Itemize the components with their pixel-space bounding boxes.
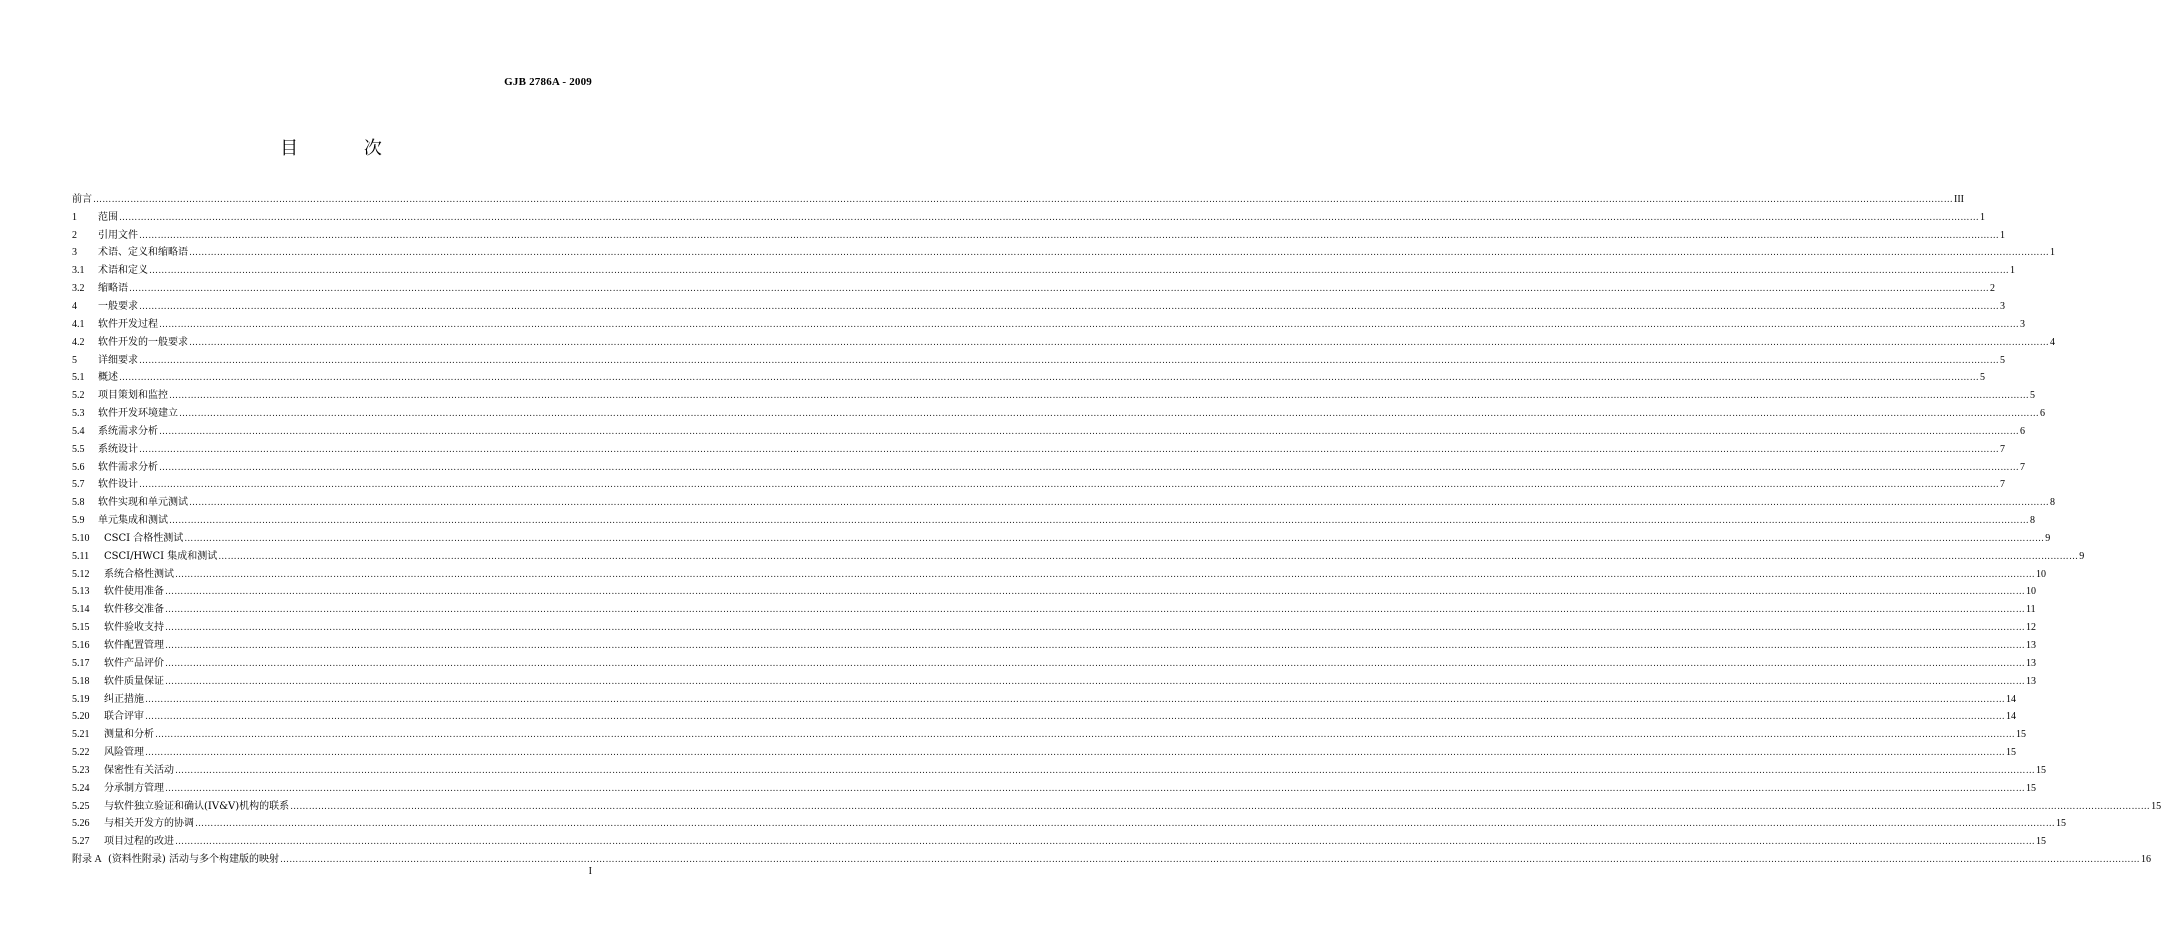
toc-entry[interactable] (72, 209, 1985, 227)
toc-leader-dots: …………………………………………………………………………………………………………………………………………………………………………………………………………………………………………………………………………………………………………………………………………………………………………………………………………………………………………………………………………………………………………………………………………………… (159, 426, 2019, 437)
toc-entry[interactable] (72, 798, 2161, 816)
toc-entry-page: 2 (1990, 283, 1995, 295)
toc-entry-number: 5.16 (72, 640, 90, 652)
toc-entry-label: 联合评审 (104, 711, 144, 723)
toc-entry-page: 3 (2020, 318, 2025, 330)
toc-entry[interactable] (72, 316, 2025, 334)
toc-entry-number: 5.25 (72, 800, 90, 812)
toc-entry-page: 1 (2010, 265, 2015, 277)
toc-entry[interactable] (72, 227, 2005, 245)
toc-entry-label: 分承制方管理 (104, 782, 164, 794)
toc-entry-number: 5.3 (72, 408, 85, 420)
table-of-contents (72, 191, 2161, 869)
toc-entry-number: 1 (72, 211, 77, 223)
toc-entry[interactable] (72, 816, 2066, 834)
toc-leader-dots: …………………………………………………………………………………………………………………………………………………………………………………………………………………………………………………………………………………………………………………………………………………………………………………………………………………………………………………………………………………………………………………………………………………… (145, 694, 2005, 705)
toc-entry-page: 14 (2006, 711, 2016, 723)
toc-entry-page: 10 (2036, 568, 2046, 580)
toc-entry-page: 8 (2050, 497, 2055, 509)
toc-entry-page: 15 (2016, 729, 2026, 741)
toc-entry[interactable] (72, 744, 2016, 762)
toc-leader-dots: …………………………………………………………………………………………………………………………………………………………………………………………………………………………………………………………………………………………………………………………………………………………………………………………………………………………………………………………………………………………………………………………………………………… (119, 212, 1979, 223)
toc-entry[interactable] (72, 477, 2005, 495)
toc-entry-number: 5.20 (72, 711, 90, 723)
toc-leader-dots: …………………………………………………………………………………………………………………………………………………………………………………………………………………………………………………………………………………………………………………………………………………………………………………………………………………………………………………………………………………………………………………………………………………… (189, 498, 2049, 509)
toc-entry-label: 软件需求分析 (98, 461, 158, 473)
toc-entry-number: 5.26 (72, 818, 90, 830)
toc-entry-label: 术语、定义和缩略语 (98, 247, 188, 259)
toc-entry-number: 5.18 (72, 675, 90, 687)
toc-entry-number: 4 (72, 300, 77, 312)
toc-entry[interactable] (72, 833, 2046, 851)
toc-entry-label: 与相关开发方的协调 (104, 818, 194, 830)
toc-entry-page: 1 (2050, 247, 2055, 259)
toc-entry-label: 软件使用准备 (104, 586, 164, 598)
toc-entry-page: 3 (2000, 300, 2005, 312)
toc-entry-label: 软件开发的一般要求 (98, 336, 188, 348)
toc-entry-number: 5.15 (72, 622, 90, 634)
toc-entry-label: 单元集成和测试 (98, 515, 168, 527)
toc-entry-page: 4 (2050, 336, 2055, 348)
toc-leader-dots: …………………………………………………………………………………………………………………………………………………………………………………………………………………………………………………………………………………………………………………………………………………………………………………………………………………………………………………………………………………………………………………………………………………… (195, 819, 2055, 830)
toc-entry-label: CSCI/HWCI 集成和测试 (104, 550, 218, 562)
toc-entry-page: 1 (2000, 229, 2005, 241)
toc-entry-number: 5.9 (72, 515, 85, 527)
toc-leader-dots: …………………………………………………………………………………………………………………………………………………………………………………………………………………………………………………………………………………………………………………………………………………………………………………………………………………………………………………………………………………………………………………………………………………… (290, 801, 2151, 812)
toc-entry-page: 10 (2026, 586, 2036, 598)
toc-entry-label: 软件质量保证 (104, 675, 164, 687)
toc-leader-dots: …………………………………………………………………………………………………………………………………………………………………………………………………………………………………………………………………………………………………………………………………………………………………………………………………………………………………………………………………………………………………………………………………………………… (189, 248, 2049, 259)
toc-entry-page: 7 (2000, 479, 2005, 491)
toc-entry-page: 13 (2026, 657, 2036, 669)
toc-leader-dots: …………………………………………………………………………………………………………………………………………………………………………………………………………………………………………………………………………………………………………………………………………………………………………………………………………………………………………………………………………………………………………………………………………………… (165, 658, 2025, 669)
toc-entry-label: 软件验收支持 (104, 622, 164, 634)
toc-entry-label: 缩略语 (98, 283, 128, 295)
toc-leader-dots: …………………………………………………………………………………………………………………………………………………………………………………………………………………………………………………………………………………………………………………………………………………………………………………………………………………………………………………………………………………………………………………………………………………… (165, 623, 2025, 634)
toc-entry-label: 系统合格性测试 (104, 568, 174, 580)
toc-entry[interactable] (72, 191, 1964, 209)
toc-entry-label: 系统设计 (98, 443, 138, 455)
toc-entry-label: 软件实现和单元测试 (98, 497, 188, 509)
toc-entry-page: 7 (2020, 461, 2025, 473)
toc-entry-number: 5.22 (72, 747, 90, 759)
toc-entry-label: 概述 (98, 372, 118, 384)
document-code: GJB 2786A - 2009 (504, 76, 592, 88)
toc-leader-dots: …………………………………………………………………………………………………………………………………………………………………………………………………………………………………………………………………………………………………………………………………………………………………………………………………………………………………………………………………………………………………………………………………………………… (119, 373, 1979, 384)
toc-entry-label: 范围 (98, 211, 118, 223)
toc-entry-label: 软件设计 (98, 479, 138, 491)
page-title: 目 次 (280, 138, 412, 159)
toc-entry[interactable] (72, 637, 2036, 655)
toc-leader-dots: …………………………………………………………………………………………………………………………………………………………………………………………………………………………………………………………………………………………………………………………………………………………………………………………………………………………………………………………………………………………………………………………………………………… (184, 533, 2045, 544)
toc-entry[interactable] (72, 691, 2016, 709)
toc-entry-page: 1 (1980, 211, 1985, 223)
toc-entry-page: 11 (2026, 604, 2036, 616)
toc-entry-number: 5 (72, 354, 77, 366)
toc-entry[interactable] (72, 619, 2036, 637)
toc-entry-number: 5.7 (72, 479, 85, 491)
toc-entry-number: 4.2 (72, 336, 85, 348)
toc-entry-label: (资料性附录) 活动与多个构建版的映射 (108, 854, 279, 866)
toc-entry[interactable] (72, 673, 2036, 691)
toc-entry-number: 5.1 (72, 372, 85, 384)
toc-leader-dots: …………………………………………………………………………………………………………………………………………………………………………………………………………………………………………………………………………………………………………………………………………………………………………………………………………………………………………………………………………………………………………………………………………………… (145, 712, 2005, 723)
toc-entry-number: 5.13 (72, 586, 90, 598)
toc-entry-page: 13 (2026, 675, 2036, 687)
toc-entry-label: CSCI 合格性测试 (104, 532, 184, 544)
toc-entry-number: 5.10 (72, 532, 90, 544)
toc-entry-page: 15 (2036, 836, 2046, 848)
toc-entry[interactable] (72, 566, 2046, 584)
toc-leader-dots: …………………………………………………………………………………………………………………………………………………………………………………………………………………………………………………………………………………………………………………………………………………………………………………………………………………………………………………………………………………………………………………………………………………… (218, 551, 2079, 562)
toc-entry[interactable] (72, 298, 2005, 316)
toc-entry-page: 6 (2040, 408, 2045, 420)
toc-entry-number: 5.27 (72, 836, 90, 848)
toc-entry[interactable] (72, 584, 2036, 602)
toc-entry-number: 5.4 (72, 425, 85, 437)
toc-entry-label: 测量和分析 (104, 729, 154, 741)
toc-entry[interactable] (72, 441, 2005, 459)
toc-leader-dots: …………………………………………………………………………………………………………………………………………………………………………………………………………………………………………………………………………………………………………………………………………………………………………………………………………………………………………………………………………………………………………………………………………………… (165, 641, 2025, 652)
toc-entry[interactable] (72, 262, 2015, 280)
toc-leader-dots: …………………………………………………………………………………………………………………………………………………………………………………………………………………………………………………………………………………………………………………………………………………………………………………………………………………………………………………………………………………………………………………………………………………… (165, 783, 2025, 794)
toc-entry[interactable] (72, 369, 1985, 387)
toc-entry-number: 5.17 (72, 657, 90, 669)
toc-entry-label: 系统需求分析 (98, 425, 158, 437)
toc-entry-number: 5.11 (72, 550, 90, 562)
toc-entry-page: 9 (2045, 532, 2051, 544)
toc-entry[interactable] (72, 334, 2055, 352)
toc-entry-number: 5.21 (72, 729, 90, 741)
toc-leader-dots: …………………………………………………………………………………………………………………………………………………………………………………………………………………………………………………………………………………………………………………………………………………………………………………………………………………………………………………………………………………………………………………………………………………… (279, 855, 2140, 866)
toc-leader-dots: …………………………………………………………………………………………………………………………………………………………………………………………………………………………………………………………………………………………………………………………………………………………………………………………………………………………………………………………………………………………………………………………………………………… (139, 480, 1999, 491)
page-number: I (588, 866, 592, 877)
toc-entry-label: 软件移交准备 (104, 604, 164, 616)
toc-entry[interactable] (72, 708, 2016, 726)
toc-entry-page: 15 (2026, 782, 2036, 794)
toc-leader-dots: …………………………………………………………………………………………………………………………………………………………………………………………………………………………………………………………………………………………………………………………………………………………………………………………………………………………………………………………………………………………………………………………………………………… (139, 301, 1999, 312)
toc-entry-page: III (1954, 193, 1964, 205)
toc-entry-number: 4.1 (72, 318, 85, 330)
toc-entry-page: 6 (2020, 425, 2025, 437)
toc-leader-dots: …………………………………………………………………………………………………………………………………………………………………………………………………………………………………………………………………………………………………………………………………………………………………………………………………………………………………………………………………………………………………………………………………………………… (175, 569, 2035, 580)
toc-leader-dots: …………………………………………………………………………………………………………………………………………………………………………………………………………………………………………………………………………………………………………………………………………………………………………………………………………………………………………………………………………………………………………………………………………………… (179, 409, 2039, 420)
toc-entry-page: 13 (2026, 640, 2036, 652)
toc-entry[interactable] (72, 280, 1995, 298)
toc-entry-number: 2 (72, 229, 77, 241)
toc-entry-label: 前言 (72, 193, 92, 205)
toc-leader-dots: …………………………………………………………………………………………………………………………………………………………………………………………………………………………………………………………………………………………………………………………………………………………………………………………………………………………………………………………………………………………………………………………………………………… (159, 319, 2019, 330)
toc-entry-number: 附录 A (72, 854, 102, 866)
toc-entry[interactable] (72, 405, 2045, 423)
toc-entry-label: 详细要求 (98, 354, 138, 366)
toc-leader-dots: …………………………………………………………………………………………………………………………………………………………………………………………………………………………………………………………………………………………………………………………………………………………………………………………………………………………………………………………………………………………………………………………………………………… (139, 230, 1999, 241)
toc-leader-dots: …………………………………………………………………………………………………………………………………………………………………………………………………………………………………………………………………………………………………………………………………………………………………………………………………………………………………………………………………………………………………………………………………………………… (129, 284, 1989, 295)
toc-entry-label: 软件开发环境建立 (98, 408, 178, 420)
toc-entry-label: 保密性有关活动 (104, 764, 174, 776)
toc-leader-dots: …………………………………………………………………………………………………………………………………………………………………………………………………………………………………………………………………………………………………………………………………………………………………………………………………………………………………………………………………………………………………………………………………………………… (159, 462, 2019, 473)
toc-entry[interactable] (72, 548, 2085, 566)
toc-entry-label: 一般要求 (98, 300, 138, 312)
toc-entry-page: 15 (2006, 747, 2016, 759)
toc-entry[interactable] (72, 494, 2055, 512)
toc-leader-dots: …………………………………………………………………………………………………………………………………………………………………………………………………………………………………………………………………………………………………………………………………………………………………………………………………………………………………………………………………………………………………………………………………………………… (93, 194, 1953, 205)
toc-entry-label: 软件开发过程 (98, 318, 158, 330)
toc-leader-dots: …………………………………………………………………………………………………………………………………………………………………………………………………………………………………………………………………………………………………………………………………………………………………………………………………………………………………………………………………………………………………………………………………………………… (175, 765, 2035, 776)
toc-entry[interactable] (72, 601, 2036, 619)
toc-leader-dots: …………………………………………………………………………………………………………………………………………………………………………………………………………………………………………………………………………………………………………………………………………………………………………………………………………………………………………………………………………………………………………………………………………………… (139, 355, 1999, 366)
toc-entry-label: 软件配置管理 (104, 640, 164, 652)
toc-entry-number: 5.8 (72, 497, 85, 509)
toc-entry[interactable] (72, 655, 2036, 673)
toc-leader-dots: …………………………………………………………………………………………………………………………………………………………………………………………………………………………………………………………………………………………………………………………………………………………………………………………………………………………………………………………………………………………………………………………………………………… (165, 587, 2025, 598)
toc-entry-page: 15 (2151, 800, 2161, 812)
toc-entry-page: 16 (2140, 854, 2151, 866)
toc-entry-page: 8 (2030, 515, 2035, 527)
toc-leader-dots: …………………………………………………………………………………………………………………………………………………………………………………………………………………………………………………………………………………………………………………………………………………………………………………………………………………………………………………………………………………………………………………………………………………… (169, 516, 2029, 527)
toc-entry-label: 风险管理 (104, 747, 144, 759)
toc-entry[interactable] (72, 530, 2051, 548)
toc-leader-dots: …………………………………………………………………………………………………………………………………………………………………………………………………………………………………………………………………………………………………………………………………………………………………………………………………………………………………………………………………………………………………………………………………………………… (175, 837, 2035, 848)
toc-entry-label: 纠正措施 (104, 693, 144, 705)
toc-entry[interactable] (72, 459, 2025, 477)
toc-entry-page: 14 (2006, 693, 2016, 705)
toc-leader-dots: …………………………………………………………………………………………………………………………………………………………………………………………………………………………………………………………………………………………………………………………………………………………………………………………………………………………………………………………………………………………………………………………………………………… (155, 730, 2015, 741)
toc-entry[interactable] (72, 423, 2025, 441)
toc-leader-dots: …………………………………………………………………………………………………………………………………………………………………………………………………………………………………………………………………………………………………………………………………………………………………………………………………………………………………………………………………………………………………………………………………………………… (169, 391, 2029, 402)
toc-entry[interactable] (72, 387, 2035, 405)
toc-entry-number: 3 (72, 247, 77, 259)
toc-entry-label: 与软件独立验证和确认(IV&V)机构的联系 (104, 800, 290, 812)
toc-entry-page: 5 (1980, 372, 1985, 384)
toc-entry[interactable] (72, 726, 2026, 744)
toc-entry-number: 5.6 (72, 461, 85, 473)
toc-entry-page: 5 (2030, 390, 2035, 402)
toc-entry-page: 5 (2000, 354, 2005, 366)
toc-entry-label: 术语和定义 (98, 265, 148, 277)
toc-entry-label: 项目过程的改进 (104, 836, 174, 848)
toc-entry-number: 5.12 (72, 568, 90, 580)
toc-leader-dots: …………………………………………………………………………………………………………………………………………………………………………………………………………………………………………………………………………………………………………………………………………………………………………………………………………………………………………………………………………………………………………………………………………………… (165, 605, 2025, 616)
toc-leader-dots: …………………………………………………………………………………………………………………………………………………………………………………………………………………………………………………………………………………………………………………………………………………………………………………………………………………………………………………………………………………………………………………………………………………… (149, 266, 2009, 277)
toc-entry[interactable] (72, 245, 2055, 263)
toc-entry-label: 项目策划和监控 (98, 390, 168, 402)
toc-entry-number: 5.5 (72, 443, 85, 455)
toc-entry[interactable] (72, 352, 2005, 370)
toc-leader-dots: …………………………………………………………………………………………………………………………………………………………………………………………………………………………………………………………………………………………………………………………………………………………………………………………………………………………………………………………………………………………………………………………………………………… (139, 444, 1999, 455)
toc-entry-number: 5.24 (72, 782, 90, 794)
toc-leader-dots: …………………………………………………………………………………………………………………………………………………………………………………………………………………………………………………………………………………………………………………………………………………………………………………………………………………………………………………………………………………………………………………………………………………… (145, 748, 2005, 759)
toc-entry[interactable] (72, 762, 2046, 780)
toc-entry-page: 15 (2056, 818, 2066, 830)
toc-leader-dots: …………………………………………………………………………………………………………………………………………………………………………………………………………………………………………………………………………………………………………………………………………………………………………………………………………………………………………………………………………………………………………………………………………………… (165, 676, 2025, 687)
toc-entry-number: 5.23 (72, 764, 90, 776)
toc-entry[interactable] (72, 512, 2035, 530)
toc-leader-dots: …………………………………………………………………………………………………………………………………………………………………………………………………………………………………………………………………………………………………………………………………………………………………………………………………………………………………………………………………………………………………………………………………………………… (189, 337, 2049, 348)
toc-entry-page: 7 (2000, 443, 2005, 455)
toc-entry-number: 3.1 (72, 265, 85, 277)
toc-entry-page: 15 (2036, 764, 2046, 776)
toc-entry-page: 12 (2026, 622, 2036, 634)
toc-entry[interactable] (72, 851, 2151, 869)
toc-entry-number: 5.14 (72, 604, 90, 616)
toc-entry-number: 3.2 (72, 283, 85, 295)
toc-entry-number: 5.19 (72, 693, 90, 705)
toc-entry-label: 引用文件 (98, 229, 138, 241)
toc-entry-number: 5.2 (72, 390, 85, 402)
toc-entry[interactable] (72, 780, 2036, 798)
toc-entry-page: 9 (2079, 550, 2085, 562)
toc-entry-label: 软件产品评价 (104, 657, 164, 669)
